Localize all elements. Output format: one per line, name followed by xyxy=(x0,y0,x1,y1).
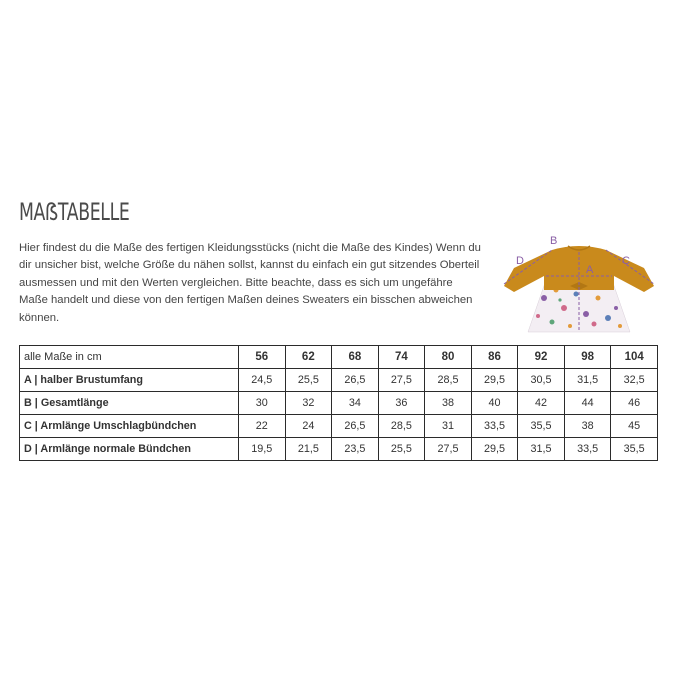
table-cell: 30,5 xyxy=(518,369,565,392)
table-cell: 27,5 xyxy=(378,369,425,392)
row-label: A | halber Brustumfang xyxy=(20,369,239,392)
table-cell: 32 xyxy=(285,392,332,415)
table-cell: 35,5 xyxy=(611,438,658,461)
intro-text: Hier findest du die Maße des fertigen Kleidungsstücks (nicht die Maße des Kindes) Wenn du dir unsicher bist, welche Größe du nähen sollst, kannst du einfach ein gut sitzendes Oberteil ausmessen und mit den Werten vergleichen. Bitte beachte, dass es sich um ungefähre Maße handelt und diese von den fertigen Maßen deines Sweaters ein bisschen abweichen können. xyxy=(19,242,481,324)
table-cell: 28,5 xyxy=(378,415,425,438)
table-cell: 26,5 xyxy=(332,369,379,392)
table-cell: 33,5 xyxy=(564,438,611,461)
table-cell: 24,5 xyxy=(239,369,286,392)
row-label: D | Armlänge normale Bündchen xyxy=(20,438,239,461)
size-header: 80 xyxy=(425,346,472,369)
table-cell: 19,5 xyxy=(239,438,286,461)
size-header: 68 xyxy=(332,346,379,369)
table-cell: 38 xyxy=(425,392,472,415)
table-header-row xyxy=(20,346,658,369)
table-cell: 23,5 xyxy=(332,438,379,461)
table-cell: 28,5 xyxy=(425,369,472,392)
table-cell: 22 xyxy=(239,415,286,438)
label-c: C xyxy=(622,255,630,267)
row-label: B | Gesamtlänge xyxy=(20,392,239,415)
size-header: 56 xyxy=(239,346,286,369)
table-cell: 30 xyxy=(239,392,286,415)
label-d: D xyxy=(516,255,524,267)
table-cell: 33,5 xyxy=(471,415,518,438)
size-header: 92 xyxy=(518,346,565,369)
table-cell: 25,5 xyxy=(285,369,332,392)
table-cell: 25,5 xyxy=(378,438,425,461)
table-cell: 27,5 xyxy=(425,438,472,461)
table-cell: 45 xyxy=(611,415,658,438)
size-header: 74 xyxy=(378,346,425,369)
table-cell: 46 xyxy=(611,392,658,415)
table-cell: 31,5 xyxy=(564,369,611,392)
size-table xyxy=(19,345,658,461)
table-cell: 35,5 xyxy=(518,415,565,438)
table-row xyxy=(20,438,658,461)
table-row xyxy=(20,369,658,392)
table-cell: 26,5 xyxy=(332,415,379,438)
table-cell: 34 xyxy=(332,392,379,415)
table-cell: 44 xyxy=(564,392,611,415)
table-cell: 29,5 xyxy=(471,369,518,392)
table-cell: 40 xyxy=(471,392,518,415)
sweater-illustration xyxy=(494,228,664,338)
table-cell: 32,5 xyxy=(611,369,658,392)
table-cell: 31 xyxy=(425,415,472,438)
size-header: 98 xyxy=(564,346,611,369)
table-row xyxy=(20,415,658,438)
size-header: 86 xyxy=(471,346,518,369)
size-header: 62 xyxy=(285,346,332,369)
table-cell: 36 xyxy=(378,392,425,415)
table-cell: 29,5 xyxy=(471,438,518,461)
table-cell: 42 xyxy=(518,392,565,415)
row-label: C | Armlänge Umschlagbündchen xyxy=(20,415,239,438)
table-row xyxy=(20,392,658,415)
table-cell: 38 xyxy=(564,415,611,438)
page-title: MAẞTABELLE xyxy=(19,198,130,226)
table-cell: 21,5 xyxy=(285,438,332,461)
label-a: A xyxy=(586,264,594,276)
table-cell: 31,5 xyxy=(518,438,565,461)
size-header: 104 xyxy=(611,346,658,369)
table-header-label: alle Maße in cm xyxy=(20,346,239,369)
table-cell: 24 xyxy=(285,415,332,438)
label-b: B xyxy=(550,235,558,247)
